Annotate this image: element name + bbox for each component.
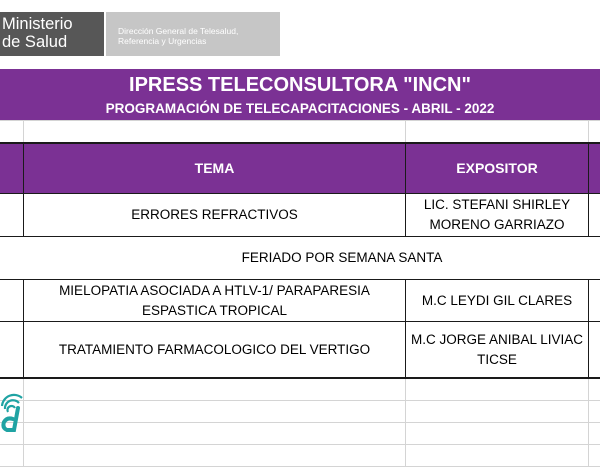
table-cell-expositor[interactable] xyxy=(406,194,588,236)
gridline xyxy=(588,378,589,467)
office-line-2: Referencia y Urgencias xyxy=(118,36,207,46)
page-subtitle: PROGRAMACIÓN DE TELECAPACITACIONES - ABRIL - 2022 xyxy=(105,101,495,116)
page-title: IPRESS TELECONSULTORA "INCN" xyxy=(129,74,471,96)
cell-text-line-1: M.C JORGE ANIBAL LIVIAC xyxy=(410,331,584,347)
gridline xyxy=(23,120,24,143)
cell-text: TRATAMIENTO FARMACOLOGICO DEL VERTIGO xyxy=(58,341,371,357)
cell-text-line-1: MIELOPATIA ASOCIADA A HTLV-1/ PARAPARESIA xyxy=(59,282,370,298)
cell-text: ERRORES REFRACTIVOS xyxy=(131,207,298,222)
column-header-tema[interactable]: TEMA xyxy=(194,160,235,176)
cell-text-line-2: TICSE xyxy=(477,351,517,367)
office-line-1: Dirección General de Telesalud, xyxy=(118,26,239,36)
logo-line-1: Ministerio xyxy=(2,15,73,33)
table-border xyxy=(0,142,600,144)
telesalud-signal-icon xyxy=(0,384,28,436)
gridline xyxy=(0,422,600,423)
cell-text-line-2: MORENO GARRIAZO xyxy=(429,217,565,232)
cell-text: FERIADO POR SEMANA SANTA xyxy=(241,250,443,265)
cell-text-line-2: ESPASTICA TROPICAL xyxy=(141,302,288,318)
gridline xyxy=(0,120,600,121)
table-cell-expositor[interactable] xyxy=(406,322,588,377)
title-banner xyxy=(0,69,600,120)
column-header-expositor[interactable]: EXPOSITOR xyxy=(456,160,538,176)
cell-text: M.C LEYDI GIL CLARES xyxy=(421,292,573,308)
gridline xyxy=(588,120,589,143)
logo-line-2: de Salud xyxy=(2,33,68,51)
gridline xyxy=(0,400,600,401)
table-cell-tema[interactable] xyxy=(24,322,405,377)
ministerio-de-salud-logo xyxy=(0,12,104,56)
gridline xyxy=(405,120,406,143)
table-cell-expositor[interactable] xyxy=(406,280,588,321)
table-cell-tema[interactable] xyxy=(24,280,405,321)
table-cell-tema[interactable] xyxy=(24,194,405,236)
table-border xyxy=(0,377,600,379)
table-border xyxy=(588,143,589,236)
gridline xyxy=(0,444,600,445)
telesalud-office-label xyxy=(106,12,280,56)
cell-text-line-1: LIC. STEFANI SHIRLEY xyxy=(423,197,571,212)
table-cell-merged[interactable] xyxy=(24,237,600,279)
gridline xyxy=(405,378,406,467)
table-border xyxy=(588,279,589,378)
